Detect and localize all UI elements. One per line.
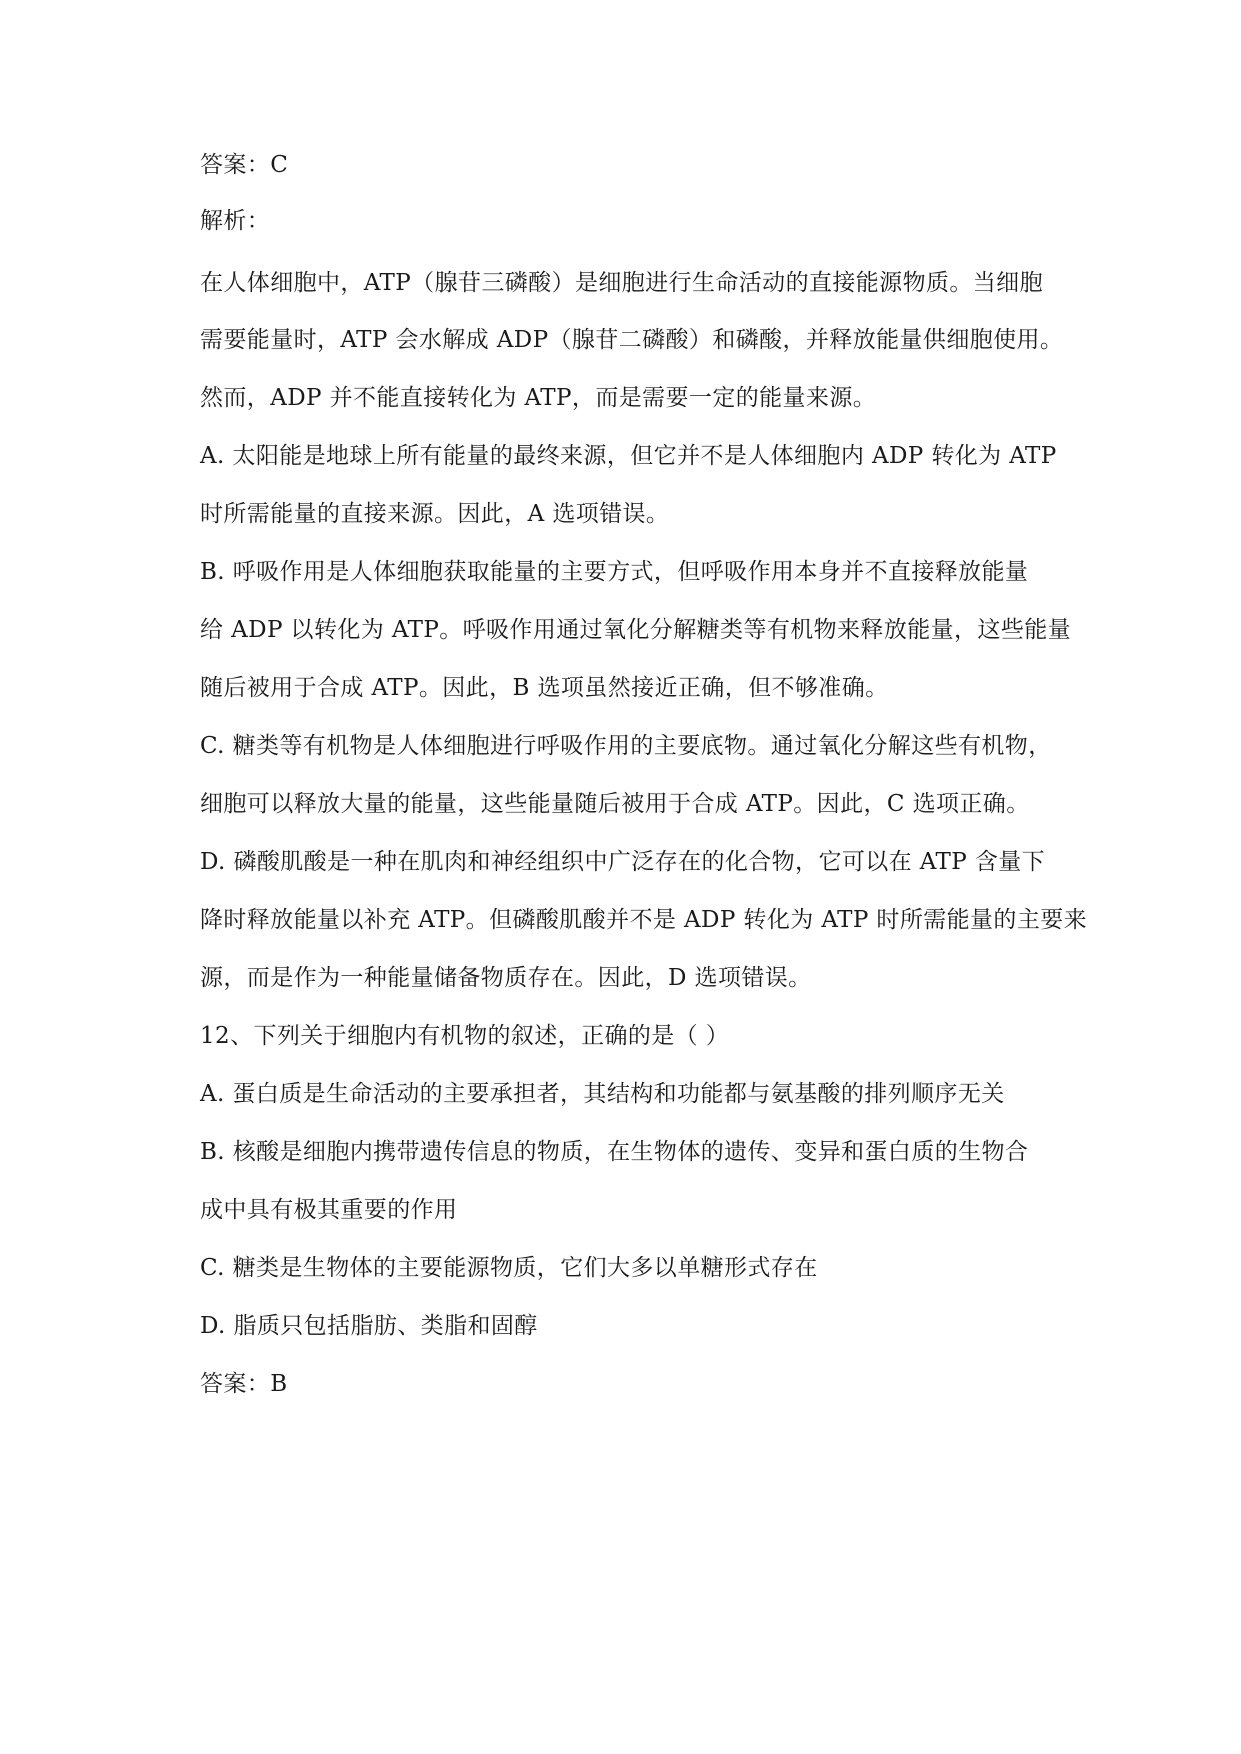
option-c-analysis: 细胞可以释放大量的能量，这些能量随后被用于合成 ATP。因此，C 选项正确。 — [200, 791, 1030, 817]
analysis-heading: 解析： — [200, 208, 271, 234]
answer-line: 答案：C — [200, 152, 289, 178]
option-c-analysis: C. 糖类等有机物是人体细胞进行呼吸作用的主要底物。通过氧化分解这些有机物， — [200, 733, 1052, 759]
choice-d: D. 脂质只包括脂肪、类脂和固醇 — [200, 1313, 538, 1339]
option-b-analysis: 给 ADP 以转化为 ATP。呼吸作用通过氧化分解糖类等有机物来释放能量，这些能量 — [200, 617, 1072, 643]
option-b-analysis: B. 呼吸作用是人体细胞获取能量的主要方式，但呼吸作用本身并不直接释放能量 — [200, 559, 1029, 585]
option-a-analysis: 时所需能量的直接来源。因此，A 选项错误。 — [200, 501, 670, 527]
option-b-analysis: 随后被用于合成 ATP。因此，B 选项虽然接近正确，但不够准确。 — [200, 675, 889, 701]
question-12: 12、下列关于细胞内有机物的叙述，正确的是（ ） — [200, 1023, 730, 1049]
paragraph-line: 需要能量时，ATP 会水解成 ADP（腺苷二磷酸）和磷酸，并释放能量供细胞使用。 — [200, 327, 1064, 353]
choice-b: B. 核酸是细胞内携带遗传信息的物质，在生物体的遗传、变异和蛋白质的生物合 — [200, 1139, 1029, 1165]
option-d-analysis: D. 磷酸肌酸是一种在肌肉和神经组织中广泛存在的化合物，它可以在 ATP 含量下 — [200, 849, 1046, 875]
option-a-analysis: A. 太阳能是地球上所有能量的最终来源，但它并不是人体细胞内 ADP 转化为 ATP — [200, 443, 1057, 469]
answer-line: 答案：B — [200, 1371, 288, 1397]
option-d-analysis: 源，而是作为一种能量储备物质存在。因此，D 选项错误。 — [200, 965, 812, 991]
choice-a: A. 蛋白质是生命活动的主要承担者，其结构和功能都与氨基酸的排列顺序无关 — [200, 1081, 1005, 1107]
choice-c: C. 糖类是生物体的主要能源物质，它们大多以单糖形式存在 — [200, 1255, 818, 1281]
paragraph-line: 在人体细胞中，ATP（腺苷三磷酸）是细胞进行生命活动的直接能源物质。当细胞 — [200, 270, 1043, 296]
option-d-analysis: 降时释放能量以补充 ATP。但磷酸肌酸并不是 ADP 转化为 ATP 时所需能量的主要来 — [200, 907, 1088, 933]
paragraph-line: 然而，ADP 并不能直接转化为 ATP，而是需要一定的能量来源。 — [200, 385, 877, 411]
choice-b: 成中具有极其重要的作用 — [200, 1197, 458, 1223]
